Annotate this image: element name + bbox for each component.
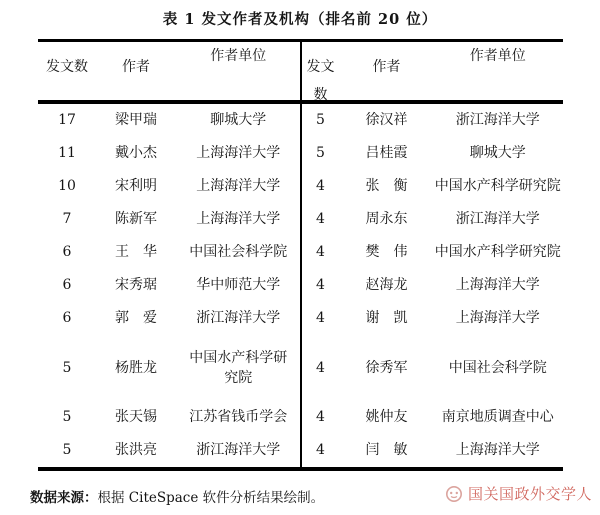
table-row	[301, 104, 564, 137]
author-name: 赵海龙	[365, 277, 408, 294]
author-unit: 上海海洋大学	[196, 211, 281, 228]
table-row	[38, 434, 301, 467]
author-unit: 浙江海洋大学	[455, 112, 540, 129]
pub-count: 6	[62, 310, 72, 327]
pub-count: 4	[316, 244, 325, 261]
table-row	[301, 236, 564, 269]
table-row	[301, 269, 564, 302]
author-name: 宋秀琚	[115, 277, 157, 294]
pub-count: 7	[62, 211, 72, 228]
author-name: 谢 凯	[365, 310, 408, 327]
table-row	[301, 137, 564, 170]
author-name: 杨胜龙	[115, 359, 157, 376]
table-row	[38, 335, 301, 401]
data-source-label: 数据来源：	[30, 490, 98, 505]
author-unit: 上海海洋大学	[455, 310, 540, 327]
author-unit: 中国社会科学院	[448, 359, 547, 376]
author-unit: 中国社会科学院	[189, 244, 288, 261]
pub-count: 5	[62, 409, 72, 426]
pub-count: 4	[316, 211, 325, 228]
table-row	[38, 401, 301, 434]
pub-count: 6	[62, 244, 72, 261]
author-name: 张洪亮	[115, 442, 157, 459]
pub-count: 11	[58, 145, 76, 162]
pub-count: 5	[316, 145, 325, 162]
author-unit: 中国水产科学研究院	[434, 244, 561, 261]
table-row	[38, 203, 301, 236]
author-unit: 聊城大学	[210, 112, 267, 129]
data-source-note	[30, 486, 324, 506]
pub-count: 4	[316, 178, 325, 195]
data-source-text: 根据 CiteSpace 软件分析结果绘制。	[97, 490, 325, 506]
author-unit: 南京地质调查中心	[441, 409, 554, 426]
header-author: 作者	[372, 59, 401, 75]
table-right-half	[301, 104, 564, 467]
author-unit: 浙江海洋大学	[455, 211, 540, 228]
pub-count: 5	[62, 442, 72, 459]
author-name: 张 衡	[365, 178, 408, 195]
author-name: 徐秀军	[365, 359, 408, 376]
author-name: 徐汉祥	[365, 112, 408, 129]
table-row	[301, 335, 564, 401]
author-unit: 上海海洋大学	[455, 277, 540, 294]
author-unit: 浙江海洋大学	[196, 310, 281, 327]
header-pub-count: 发文数	[46, 59, 88, 75]
author-name: 王 华	[115, 244, 157, 261]
author-unit: 上海海洋大学	[196, 145, 281, 162]
author-unit: 上海海洋大学	[455, 442, 540, 459]
pub-count: 6	[62, 277, 72, 294]
author-name: 戴小杰	[115, 145, 157, 162]
table-row	[301, 302, 564, 335]
table-row	[38, 137, 301, 170]
table-row	[38, 170, 301, 203]
table-vertical-divider	[300, 39, 302, 471]
pub-count: 4	[316, 442, 325, 459]
author-unit: 聊城大学	[469, 145, 526, 162]
header-author-unit: 作者单位	[210, 48, 267, 64]
watermark-brand	[445, 483, 592, 504]
brand-logo-icon	[445, 485, 463, 503]
table-row	[301, 203, 564, 236]
author-unit: 中国水产科学研究院	[434, 178, 561, 195]
header-author: 作者	[122, 59, 150, 75]
author-name: 张天锡	[115, 409, 157, 426]
pub-count: 4	[316, 359, 325, 376]
author-name: 陈新军	[115, 211, 157, 228]
author-name: 宋利明	[115, 178, 157, 195]
author-name: 姚仲友	[365, 409, 408, 426]
table-title: 表 1 发文作者及机构（排名前 20 位）	[162, 11, 438, 28]
header-pub-count: 发文数	[306, 59, 335, 103]
pub-count: 5	[316, 112, 325, 129]
table-row	[38, 269, 301, 302]
author-name: 郭 爱	[115, 310, 157, 327]
author-unit: 中国水产科学研究院	[189, 349, 288, 386]
table-row	[38, 104, 301, 137]
author-unit: 浙江海洋大学	[196, 442, 281, 459]
authors-table	[38, 39, 563, 471]
table-row	[301, 401, 564, 434]
table-row	[38, 302, 301, 335]
table-row	[301, 170, 564, 203]
pub-count: 5	[62, 359, 72, 376]
watermark-text: 国关国政外交学人	[467, 486, 592, 503]
pub-count: 4	[316, 277, 325, 294]
header-left-half	[38, 42, 301, 100]
author-name: 樊 伟	[365, 244, 408, 261]
author-unit: 江苏省钱币学会	[189, 409, 288, 426]
author-unit: 上海海洋大学	[196, 178, 281, 195]
author-name: 闫 敏	[365, 442, 408, 459]
author-name: 梁甲瑞	[115, 112, 157, 129]
author-name: 周永东	[365, 211, 408, 228]
table-left-half	[38, 104, 301, 467]
author-name: 吕桂霞	[365, 145, 408, 162]
table-row	[38, 236, 301, 269]
header-right-half	[301, 42, 564, 103]
author-unit: 华中师范大学	[196, 277, 281, 294]
pub-count: 4	[316, 310, 325, 327]
table-row	[301, 434, 564, 467]
pub-count: 4	[316, 409, 325, 426]
header-author-unit: 作者单位	[469, 48, 526, 64]
pub-count: 17	[58, 112, 76, 129]
pub-count: 10	[58, 178, 76, 195]
